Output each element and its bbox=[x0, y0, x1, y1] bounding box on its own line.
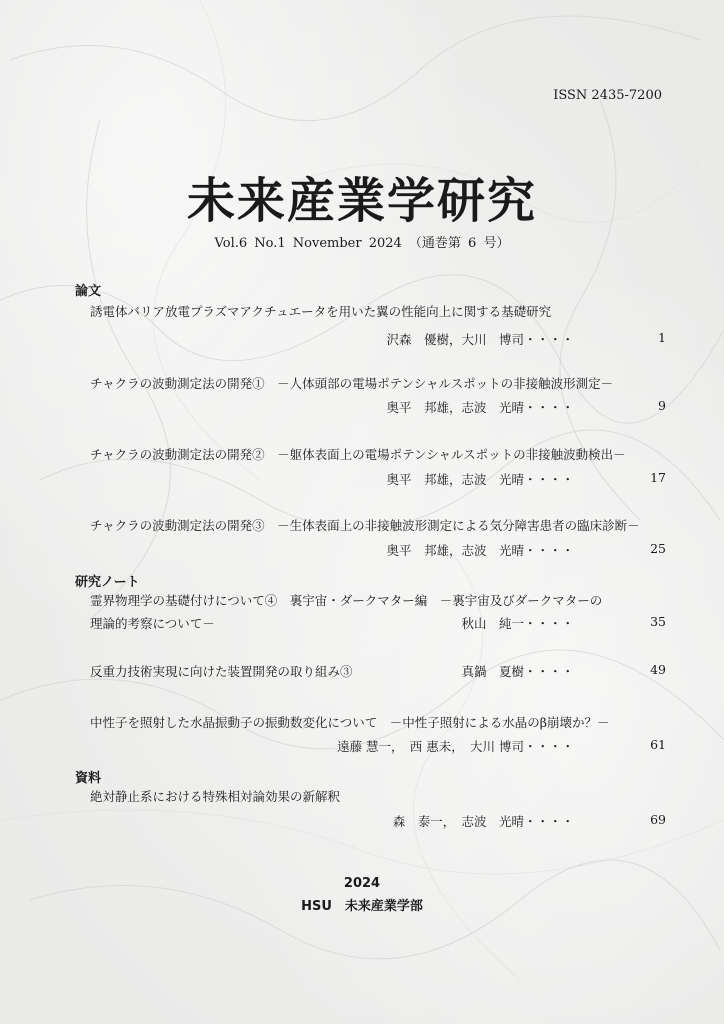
entry-title: 誘電体バリア放電プラズマアクチュエータを用いた翼の性能向上に関する基礎研究 bbox=[90, 304, 552, 319]
entry-title: 絶対静止系における特殊相対論効果の新解釈 bbox=[90, 789, 341, 804]
entry-authors: 沢森 優樹，大川 博司・・・・ bbox=[386, 332, 574, 347]
issn: ISSN 2435-7200 bbox=[553, 88, 662, 103]
section-heading-shiryo: 資料 bbox=[75, 771, 102, 786]
entry-page-number: 61 bbox=[650, 737, 666, 752]
entry-page-number: 9 bbox=[658, 398, 666, 413]
section-heading-ronbun: 論文 bbox=[75, 284, 102, 299]
entry-authors: 遠藤 慧一， 西 惠未， 大川 博司・・・・ bbox=[337, 739, 574, 754]
entry-authors: 奥平 邦雄，志波 光晴・・・・ bbox=[386, 543, 574, 558]
entry-authors: 奥平 邦雄，志波 光晴・・・・ bbox=[386, 472, 574, 487]
entry-page-number: 69 bbox=[650, 812, 666, 827]
entry-title-continued: 理論的考察について－ bbox=[90, 616, 215, 631]
journal-title: 未来産業学研究 bbox=[186, 173, 537, 229]
entry-title: チャクラの波動測定法の開発① －人体頭部の電場ポテンシャルスポットの非接触波形測定－ bbox=[90, 376, 614, 391]
entry-title: 霊界物理学の基礎付けについて④ 裏宇宙・ダークマター編 －裏宇宙及びダークマターの bbox=[90, 593, 603, 608]
footer-year: 2024 bbox=[343, 876, 381, 891]
entry-authors: 秋山 純一・・・・ bbox=[461, 616, 574, 631]
entry-page-number: 49 bbox=[650, 662, 666, 677]
volume-line: Vol.6 No.1 November 2024 （通巻第 6 号） bbox=[214, 236, 510, 251]
footer-publisher: HSU 未来産業学部 bbox=[301, 899, 423, 914]
entry-page-number: 1 bbox=[658, 330, 666, 345]
entry-title: チャクラの波動測定法の開発③ －生体表面上の非接触波形測定による気分障害患者の臨床診断－ bbox=[90, 518, 640, 533]
section-heading-note: 研究ノート bbox=[75, 575, 140, 590]
entry-title: 中性子を照射した水晶振動子の振動数変化について －中性子照射による水晶のβ崩壊か？－ bbox=[90, 715, 610, 730]
entry-authors: 森 泰一， 志波 光晴・・・・ bbox=[392, 814, 574, 829]
entry-page-number: 25 bbox=[650, 541, 666, 556]
entry-authors: 奥平 邦雄，志波 光晴・・・・ bbox=[386, 400, 574, 415]
entry-title: 反重力技術実現に向けた装置開発の取り組み③ bbox=[90, 664, 353, 679]
entry-page-number: 35 bbox=[650, 614, 666, 629]
entry-page-number: 17 bbox=[650, 470, 666, 485]
entry-title: チャクラの波動測定法の開発② －躯体表面上の電場ポテンシャルスポットの非接触波動検出－ bbox=[90, 447, 626, 462]
entry-authors: 真鍋 夏樹・・・・ bbox=[461, 664, 574, 679]
